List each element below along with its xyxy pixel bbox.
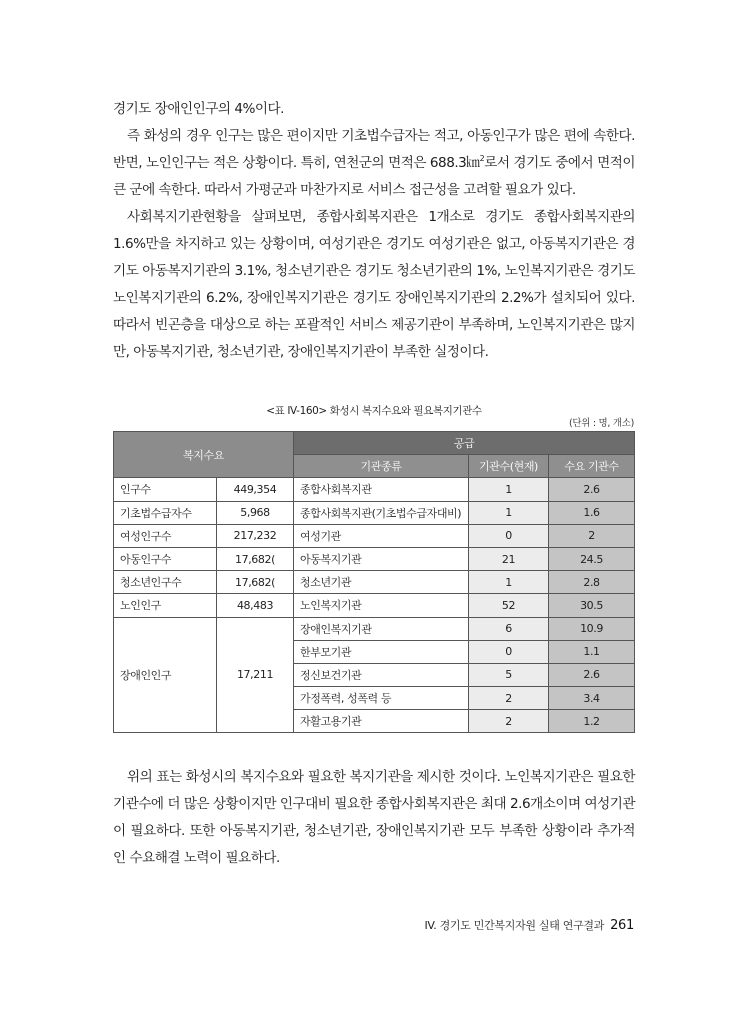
- line-1: 경기도 장애인인구의 4%이다.: [113, 101, 284, 117]
- value-cell: 17,682(: [217, 571, 294, 594]
- paragraph-2-rest: 로서 경기도 중에서 면적이 큰 군에 속한다. 따라서 가평군과 마찬가지로 서비스 접근성을 고려할 필요가 있다.: [113, 155, 635, 198]
- body-paragraph-1: [113, 96, 635, 366]
- superscript: 2: [479, 154, 485, 163]
- needed-cell: 2.6: [549, 478, 635, 501]
- table-row: [114, 617, 635, 640]
- type-cell: 아동복지기관: [294, 547, 469, 570]
- header-current: 기관수(현재): [469, 455, 549, 478]
- needed-cell: 3.4: [549, 687, 635, 710]
- current-cell: 1: [469, 501, 549, 524]
- type-cell: 종합사회복지관(기초법수급자대비): [294, 501, 469, 524]
- value-cell: 17,682(: [217, 547, 294, 570]
- current-cell: 5: [469, 663, 549, 686]
- needed-cell: 1.6: [549, 501, 635, 524]
- page-number: 261: [610, 918, 634, 933]
- footer-chapter: IV. 경기도 민간복지자원 실태 연구결과: [424, 919, 605, 932]
- value-cell: 449,354: [217, 478, 294, 501]
- current-cell: 1: [469, 571, 549, 594]
- table-row: [114, 571, 635, 594]
- needed-cell: 10.9: [549, 617, 635, 640]
- header-type: 기관종류: [294, 455, 469, 478]
- needed-cell: 2.6: [549, 663, 635, 686]
- type-cell: 청소년기관: [294, 571, 469, 594]
- table-row: [114, 501, 635, 524]
- demand-cell: 여성인구수: [114, 524, 217, 547]
- value-cell: 48,483: [217, 594, 294, 617]
- current-cell: 2: [469, 710, 549, 733]
- type-cell: 한부모기관: [294, 640, 469, 663]
- current-cell: 2: [469, 687, 549, 710]
- current-cell: 1: [469, 478, 549, 501]
- table-row: [114, 547, 635, 570]
- needed-cell: 1.1: [549, 640, 635, 663]
- value-cell: 5,968: [217, 501, 294, 524]
- needed-cell: 30.5: [549, 594, 635, 617]
- header-demand: 복지수요: [114, 432, 294, 478]
- paragraph-2-text: 즉 화성의 경우 인구는 많은 편이지만 기초법수급자는 적고, 아동인구가 많은 편에 속한다. 반면, 노인인구는 적은 상황이다. 특히, 연천군의 면적은 688.3㎞: [113, 128, 635, 171]
- type-cell: 여성기관: [294, 524, 469, 547]
- table-caption: <표 IV-160> 화성시 복지수요와 필요복지기관수: [266, 405, 482, 417]
- current-cell: 0: [469, 524, 549, 547]
- paragraph-3-text: 사회복지기관현황을 살펴보면, 종합사회복지관은 1개소로 경기도 종합사회복지관의 1.6%만을 차지하고 있는 상황이며, 여성기관은 경기도 여성기관은 없고, 아동복지기관은 경기도 아동복지기관의 3.1%, 청소년기관은 경기도 청소년기관의 1%, 노인복지기관은 경기도 노인복지기관의 6.2%, 장애인복지기관은 경기도 장애인복지기관의 2.2%가 설치되어 있다. 따라서 빈곤층을 대상으로 하는 포괄적인 서비스 제공기관이 부족하며, 노인복지기관은 많지만, 아동복지기관, 청소년기관, 장애인복지기관이 부족한 실정이다.: [113, 209, 635, 360]
- demand-cell: 기초법수급자수: [114, 501, 217, 524]
- welfare-table: [113, 431, 635, 733]
- type-cell: 장애인복지기관: [294, 617, 469, 640]
- demand-cell: 노인인구: [114, 594, 217, 617]
- demand-cell: 청소년인구수: [114, 571, 217, 594]
- needed-cell: 2.8: [549, 571, 635, 594]
- header-needed: 수요 기관수: [549, 455, 635, 478]
- table-row: [114, 524, 635, 547]
- value-cell-disabled: 17,211: [217, 617, 294, 733]
- needed-cell: 24.5: [549, 547, 635, 570]
- type-cell: 종합사회복지관: [294, 478, 469, 501]
- type-cell: 자활고용기관: [294, 710, 469, 733]
- type-cell: 노인복지기관: [294, 594, 469, 617]
- table-row: [114, 478, 635, 501]
- current-cell: 52: [469, 594, 549, 617]
- type-cell: 가정폭력, 성폭력 등: [294, 687, 469, 710]
- current-cell: 21: [469, 547, 549, 570]
- current-cell: 6: [469, 617, 549, 640]
- table-unit: (단위 : 명, 개소): [569, 418, 634, 429]
- table-row: [114, 594, 635, 617]
- page-footer: [424, 917, 634, 933]
- needed-cell: 2: [549, 524, 635, 547]
- value-cell: 217,232: [217, 524, 294, 547]
- demand-cell: 인구수: [114, 478, 217, 501]
- needed-cell: 1.2: [549, 710, 635, 733]
- demand-cell-disabled: 장애인인구: [114, 617, 217, 733]
- type-cell: 정신보건기관: [294, 663, 469, 686]
- body-paragraph-2: [113, 764, 635, 872]
- demand-cell: 아동인구수: [114, 547, 217, 570]
- header-supply: 공급: [294, 432, 635, 455]
- current-cell: 0: [469, 640, 549, 663]
- paragraph-text: 위의 표는 화성시의 복지수요와 필요한 복지기관을 제시한 것이다. 노인복지기관은 필요한 기관수에 더 많은 상황이지만 인구대비 필요한 종합사회복지관은 최대 2.6개소이며 여성기관이 필요하다. 또한 아동복지기관, 청소년기관, 장애인복지기관 모두 부족한 상황이라 추가적인 수요해결 노력이 필요하다.: [113, 769, 635, 866]
